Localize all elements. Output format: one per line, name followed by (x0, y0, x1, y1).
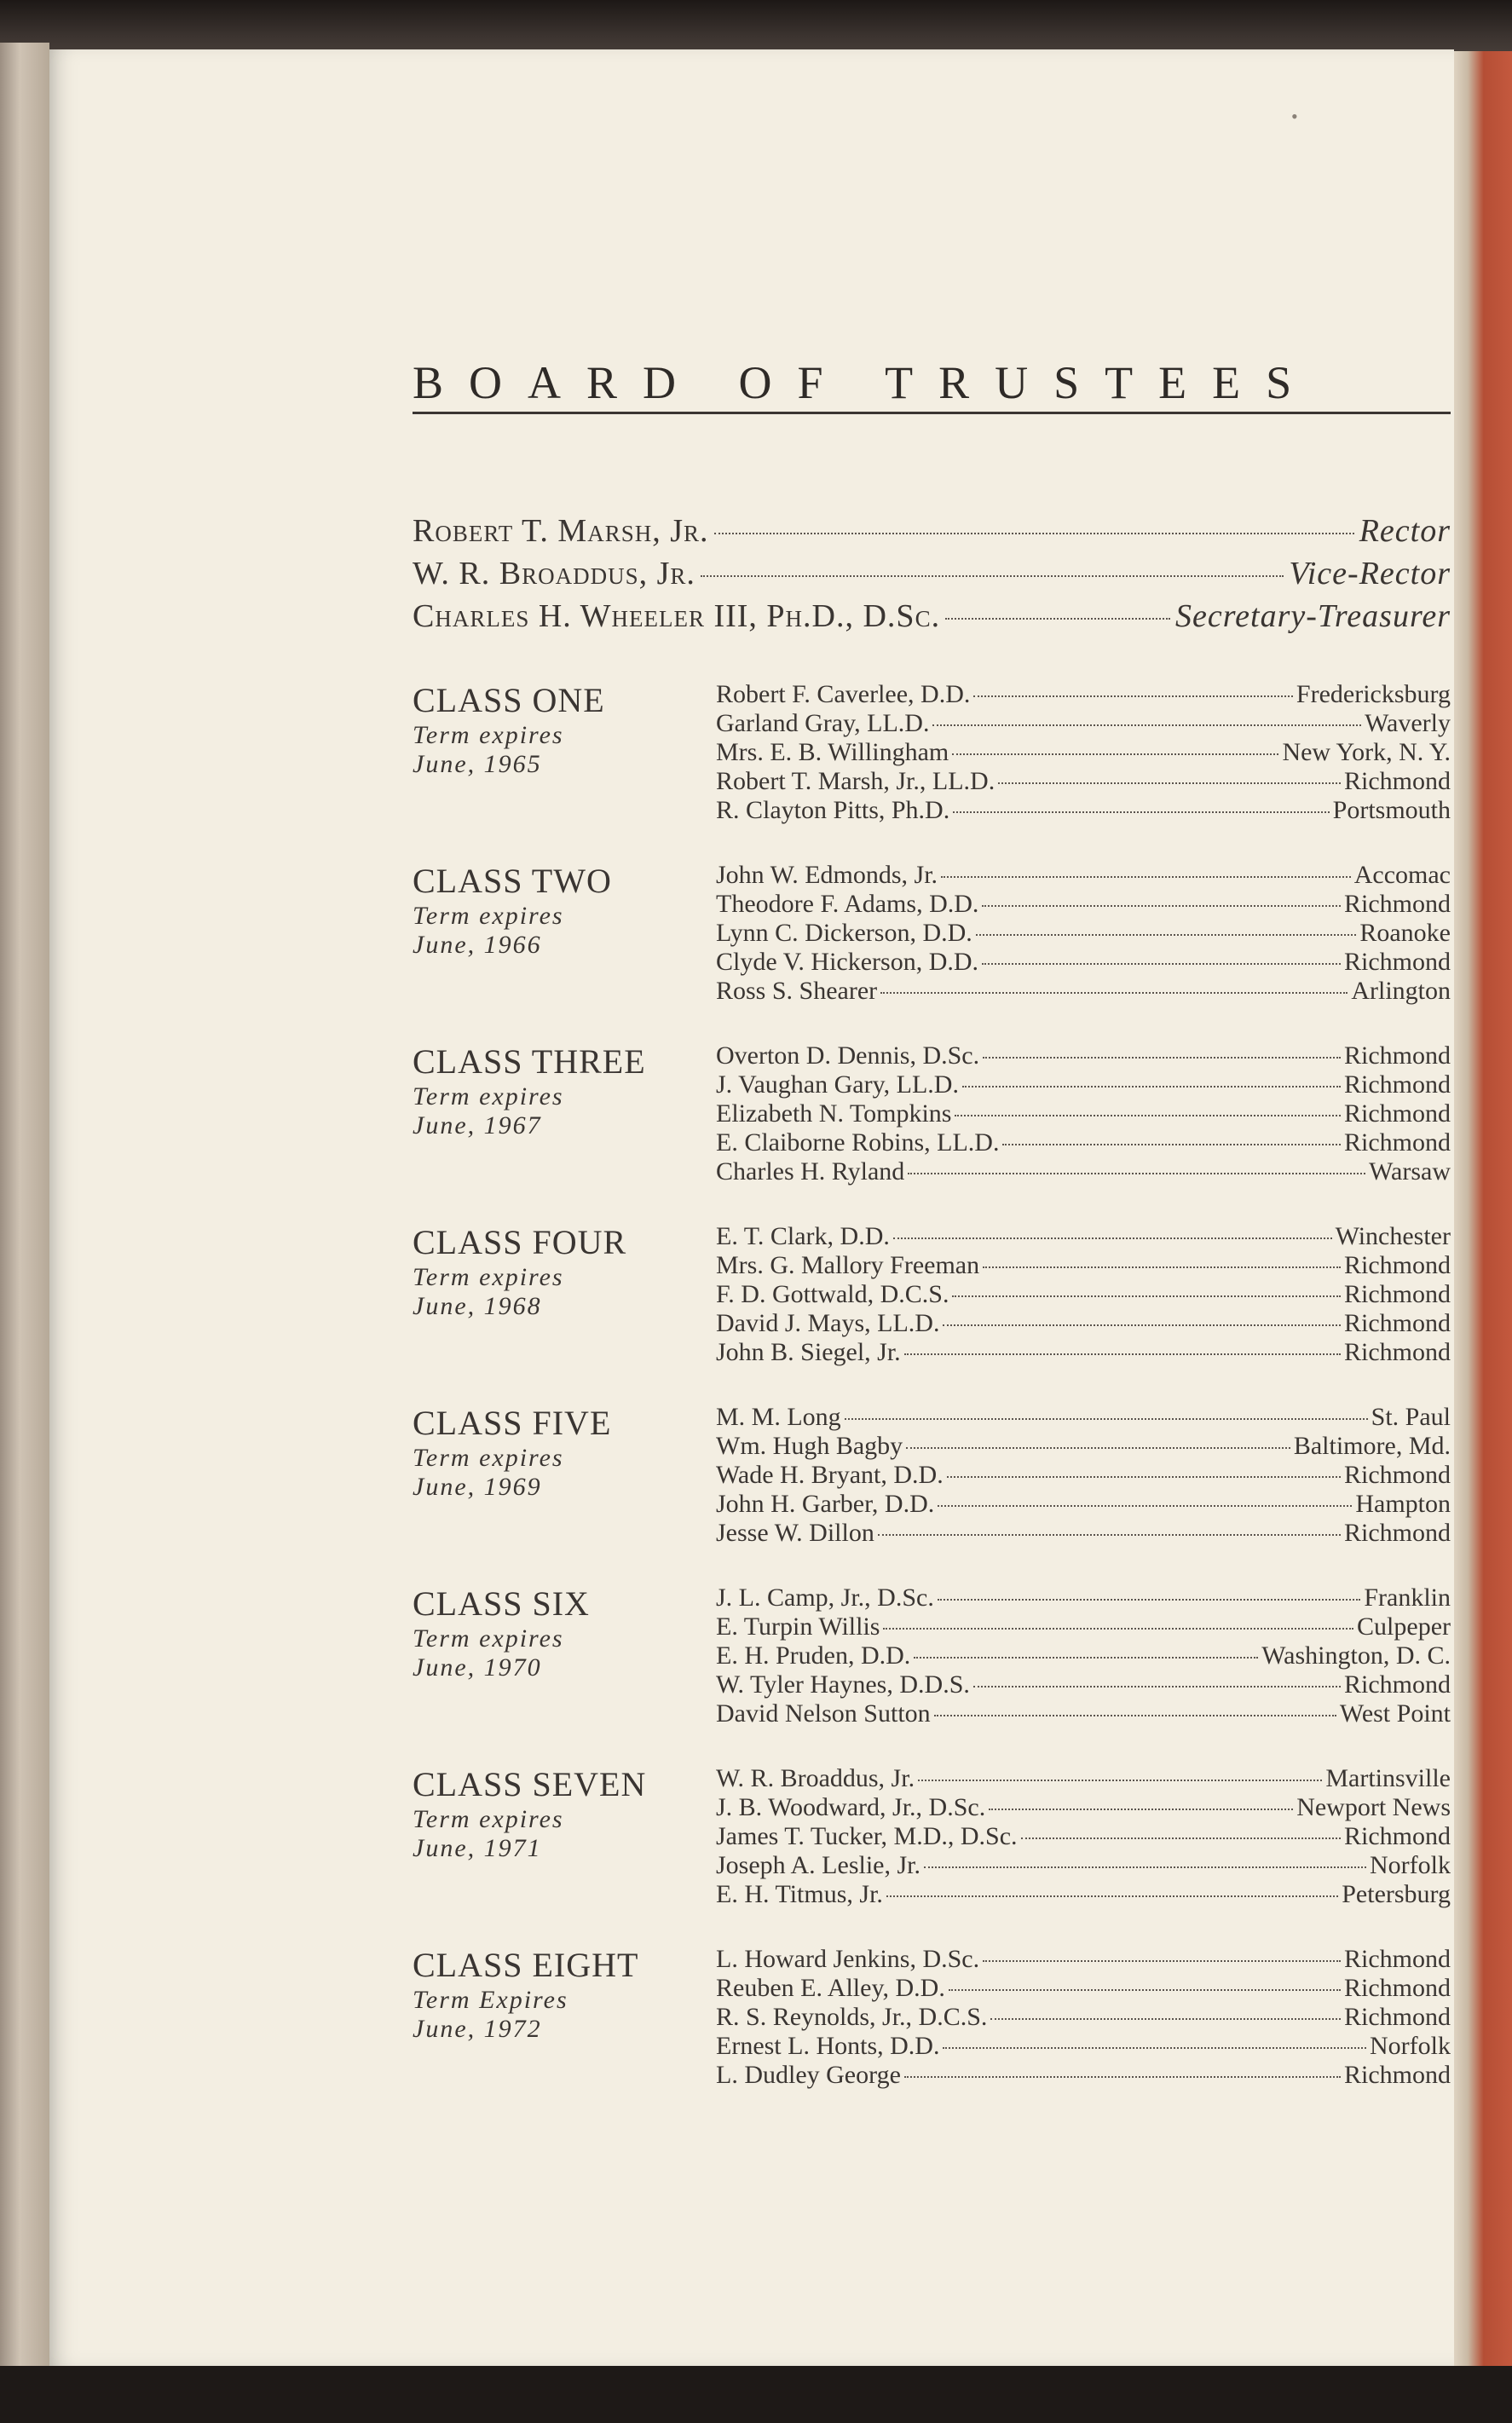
member-name: Robert F. Caverlee, D.D. (716, 680, 971, 708)
member-row (716, 1822, 1451, 1851)
member-row (716, 2032, 1451, 2061)
member-place: Washington, D. C. (1261, 1641, 1451, 1670)
member-row (716, 1070, 1451, 1099)
officer-role: Rector (1359, 513, 1451, 549)
member-row (716, 861, 1451, 890)
member-row (716, 1880, 1451, 1909)
member-name: John H. Garber, D.D. (716, 1490, 935, 1518)
term-expires-label: Term Expires (413, 1986, 568, 2014)
leader-dots (714, 533, 1354, 534)
page-mark: • (1291, 106, 1298, 127)
member-name: Wade H. Bryant, D.D. (716, 1461, 944, 1489)
leader-dots (962, 1086, 1341, 1087)
member-place: Richmond (1344, 1099, 1451, 1128)
member-place: Waverly (1365, 709, 1451, 737)
member-name: Reuben E. Alley, D.D. (716, 1974, 945, 2002)
member-name: Mrs. E. B. Willingham (716, 738, 949, 766)
officer-row (413, 597, 1451, 640)
term-expires-date: June, 1972 (413, 2015, 542, 2043)
member-row (716, 1309, 1451, 1338)
member-row (716, 1519, 1451, 1548)
binding-bottom (0, 2366, 1512, 2423)
member-place: Richmond (1344, 1519, 1451, 1547)
member-row (716, 1670, 1451, 1699)
class-title: CLASS EIGHT (413, 1946, 639, 1984)
class-block (413, 680, 1451, 851)
member-name: Ernest L. Honts, D.D. (716, 2032, 940, 2060)
leader-dots (893, 1237, 1332, 1239)
member-row (716, 709, 1451, 738)
left-page-edge (0, 43, 49, 2403)
leader-dots (918, 1780, 1322, 1781)
term-expires-label: Term expires (413, 1805, 564, 1833)
member-name: Theodore F. Adams, D.D. (716, 890, 979, 918)
class-block (413, 1584, 1451, 1754)
member-place: Richmond (1344, 2061, 1451, 2089)
member-row (716, 1793, 1451, 1822)
leader-dots (943, 1324, 1341, 1326)
member-list (716, 1764, 1451, 1909)
member-row (716, 2003, 1451, 2032)
member-place: Norfolk (1370, 1851, 1451, 1879)
member-place: Richmond (1344, 1128, 1451, 1157)
page-content (413, 49, 1451, 2366)
class-label (413, 1584, 694, 1682)
member-name: W. R. Broaddus, Jr. (716, 1764, 915, 1792)
leader-dots (904, 1353, 1341, 1355)
member-row (716, 1851, 1451, 1880)
member-row (716, 1403, 1451, 1432)
member-row (716, 1157, 1451, 1186)
member-row (716, 1251, 1451, 1280)
member-row (716, 680, 1451, 709)
leader-dots (976, 934, 1357, 936)
member-place: Portsmouth (1332, 796, 1451, 824)
class-block (413, 1222, 1451, 1393)
class-title: CLASS THREE (413, 1042, 646, 1081)
member-place: Warsaw (1369, 1157, 1451, 1186)
member-place: Richmond (1344, 767, 1451, 795)
leader-dots (949, 1989, 1341, 1991)
term-expires-label: Term expires (413, 1082, 564, 1111)
member-name: John W. Edmonds, Jr. (716, 861, 938, 889)
member-name: E. H. Titmus, Jr. (716, 1880, 883, 1908)
leader-dots (880, 992, 1348, 994)
title-rule (413, 412, 1451, 414)
leader-dots (878, 1534, 1341, 1536)
member-place: Norfolk (1370, 2032, 1451, 2060)
leader-dots (989, 1809, 1293, 1810)
document-page (49, 49, 1454, 2366)
member-row (716, 1222, 1451, 1251)
member-name: M. M. Long (716, 1403, 841, 1431)
officer-name: W. R. Broaddus, Jr. (413, 556, 695, 591)
member-place: Richmond (1344, 948, 1451, 976)
leader-dots (934, 1715, 1336, 1716)
term-expires-date: June, 1970 (413, 1653, 542, 1682)
member-row (716, 977, 1451, 1006)
member-name: E. T. Clark, D.D. (716, 1222, 890, 1250)
member-list (716, 1584, 1451, 1728)
term-expires-date: June, 1969 (413, 1473, 542, 1501)
class-label (413, 1764, 694, 1863)
member-row (716, 738, 1451, 767)
member-name: Jesse W. Dillon (716, 1519, 874, 1547)
class-block (413, 1764, 1451, 1935)
leader-dots (983, 1960, 1341, 1962)
class-label (413, 1222, 694, 1321)
member-place: West Point (1339, 1699, 1451, 1728)
member-place: Richmond (1344, 1974, 1451, 2002)
leader-dots (941, 876, 1351, 878)
member-row (716, 1764, 1451, 1793)
leader-dots (952, 753, 1278, 755)
member-row (716, 2061, 1451, 2090)
member-list (716, 1222, 1451, 1367)
member-place: Newport News (1296, 1793, 1451, 1821)
officers-list (413, 512, 1451, 640)
leader-dots (701, 575, 1284, 577)
leader-dots (1002, 1144, 1341, 1145)
member-list (716, 1403, 1451, 1548)
member-name: J. L. Camp, Jr., D.Sc. (716, 1584, 934, 1612)
member-row (716, 1490, 1451, 1519)
class-title: CLASS FOUR (413, 1223, 627, 1261)
member-place: Baltimore, Md. (1293, 1432, 1451, 1460)
member-name: Clyde V. Hickerson, D.D. (716, 948, 979, 976)
class-title: CLASS FIVE (413, 1404, 612, 1442)
leader-dots (973, 1686, 1341, 1687)
leader-dots (955, 1115, 1341, 1116)
member-place: Richmond (1344, 1461, 1451, 1489)
member-name: John B. Siegel, Jr. (716, 1338, 901, 1366)
class-label (413, 1403, 694, 1502)
leader-dots (983, 1266, 1341, 1268)
member-place: Culpeper (1357, 1612, 1451, 1641)
term-expires-date: June, 1968 (413, 1292, 542, 1320)
leader-dots (883, 1628, 1353, 1630)
leader-dots (973, 695, 1293, 697)
officer-name: Robert T. Marsh, Jr. (413, 513, 709, 549)
term-expires-label: Term expires (413, 902, 564, 930)
member-row (716, 890, 1451, 919)
leader-dots (990, 2018, 1341, 2020)
member-place: Winchester (1335, 1222, 1451, 1250)
leader-dots (906, 1447, 1290, 1449)
right-page-edge (1449, 51, 1512, 2403)
member-place: Richmond (1344, 1070, 1451, 1099)
leader-dots (943, 2047, 1366, 2049)
member-row (716, 919, 1451, 948)
member-place: Richmond (1344, 1280, 1451, 1308)
member-name: Charles H. Ryland (716, 1157, 905, 1186)
leader-dots (914, 1657, 1258, 1659)
member-place: Richmond (1344, 1670, 1451, 1699)
member-row (716, 1974, 1451, 2003)
term-expires-label: Term expires (413, 1624, 564, 1653)
member-name: Ross S. Shearer (716, 977, 878, 1005)
leader-dots (924, 1866, 1366, 1868)
member-name: Overton D. Dennis, D.Sc. (716, 1041, 980, 1070)
member-name: Robert T. Marsh, Jr., LL.D. (716, 767, 995, 795)
member-place: St. Paul (1371, 1403, 1451, 1431)
term-expires-date: June, 1971 (413, 1834, 542, 1862)
leader-dots (947, 1476, 1341, 1478)
member-place: Richmond (1344, 2003, 1451, 2031)
leader-dots (945, 618, 1170, 620)
leader-dots (982, 963, 1341, 965)
member-place: Accomac (1353, 861, 1451, 889)
member-place: Fredericksburg (1296, 680, 1451, 708)
leader-dots (952, 1295, 1341, 1297)
member-place: Roanoke (1359, 919, 1451, 947)
leader-dots (983, 1057, 1341, 1059)
member-place: Richmond (1344, 1309, 1451, 1337)
member-place: Richmond (1344, 890, 1451, 918)
member-name: F. D. Gottwald, D.C.S. (716, 1280, 949, 1308)
leader-dots (932, 724, 1361, 726)
member-name: James T. Tucker, M.D., D.Sc. (716, 1822, 1018, 1850)
class-label (413, 861, 694, 960)
member-place: Richmond (1344, 1945, 1451, 1973)
member-place: Franklin (1364, 1584, 1451, 1612)
class-title: CLASS SIX (413, 1584, 590, 1623)
member-place: Petersburg (1342, 1880, 1451, 1908)
officer-row (413, 555, 1451, 597)
member-list (716, 1945, 1451, 2090)
leader-dots (904, 2076, 1341, 2078)
member-row (716, 1461, 1451, 1490)
leader-dots (1021, 1837, 1341, 1839)
page-title: BOARD OF TRUSTEES (413, 357, 1318, 408)
member-name: Mrs. G. Mallory Freeman (716, 1251, 980, 1279)
class-label (413, 680, 694, 779)
officer-name: Charles H. Wheeler III, Ph.D., D.Sc. (413, 598, 941, 634)
leader-dots (982, 905, 1341, 907)
member-name: E. H. Pruden, D.D. (716, 1641, 911, 1670)
class-title: CLASS TWO (413, 862, 612, 900)
member-name: J. Vaughan Gary, LL.D. (716, 1070, 959, 1099)
member-name: E. Claiborne Robins, LL.D. (716, 1128, 1000, 1157)
member-list (716, 861, 1451, 1006)
leader-dots (908, 1173, 1365, 1174)
class-title: CLASS ONE (413, 681, 605, 719)
class-block (413, 1041, 1451, 1212)
class-block (413, 1945, 1451, 2115)
term-expires-date: June, 1965 (413, 750, 542, 778)
member-list (716, 1041, 1451, 1186)
member-row (716, 1338, 1451, 1367)
member-place: Martinsville (1325, 1764, 1451, 1792)
member-name: Garland Gray, LL.D. (716, 709, 930, 737)
officer-role: Secretary-Treasurer (1175, 598, 1451, 634)
officer-row (413, 512, 1451, 555)
member-name: R. Clayton Pitts, Ph.D. (716, 796, 950, 824)
class-label (413, 1945, 694, 2044)
leader-dots (845, 1418, 1368, 1420)
member-name: David Nelson Sutton (716, 1699, 931, 1728)
member-place: Arlington (1351, 977, 1451, 1005)
class-block (413, 861, 1451, 1031)
class-label (413, 1041, 694, 1140)
member-row (716, 1041, 1451, 1070)
member-name: R. S. Reynolds, Jr., D.C.S. (716, 2003, 988, 2031)
member-row (716, 1699, 1451, 1728)
term-expires-date: June, 1967 (413, 1111, 542, 1139)
leader-dots (938, 1505, 1352, 1507)
member-list (716, 680, 1451, 825)
member-row (716, 1099, 1451, 1128)
member-row (716, 1432, 1451, 1461)
term-expires-date: June, 1966 (413, 931, 542, 959)
member-name: W. Tyler Haynes, D.D.S. (716, 1670, 970, 1699)
member-row (716, 1612, 1451, 1641)
member-name: E. Turpin Willis (716, 1612, 880, 1641)
member-place: Hampton (1355, 1490, 1451, 1518)
member-name: David J. Mays, LL.D. (716, 1309, 940, 1337)
member-row (716, 1584, 1451, 1612)
leader-dots (886, 1895, 1338, 1897)
member-name: Wm. Hugh Bagby (716, 1432, 903, 1460)
member-row (716, 1128, 1451, 1157)
member-row (716, 796, 1451, 825)
member-place: New York, N. Y. (1282, 738, 1451, 766)
member-row (716, 1945, 1451, 1974)
member-row (716, 948, 1451, 977)
leader-dots (938, 1599, 1360, 1601)
member-place: Richmond (1344, 1251, 1451, 1279)
member-name: L. Dudley George (716, 2061, 901, 2089)
member-name: J. B. Woodward, Jr., D.Sc. (716, 1793, 986, 1821)
member-name: Elizabeth N. Tompkins (716, 1099, 952, 1128)
class-block (413, 1403, 1451, 1573)
class-title: CLASS SEVEN (413, 1765, 647, 1803)
member-name: Joseph A. Leslie, Jr. (716, 1851, 920, 1879)
member-name: L. Howard Jenkins, D.Sc. (716, 1945, 980, 1973)
member-row (716, 767, 1451, 796)
member-place: Richmond (1344, 1822, 1451, 1850)
officer-role: Vice-Rector (1289, 556, 1451, 591)
term-expires-label: Term expires (413, 1263, 564, 1291)
leader-dots (998, 782, 1341, 784)
term-expires-label: Term expires (413, 1444, 564, 1472)
member-place: Richmond (1344, 1041, 1451, 1070)
member-name: Lynn C. Dickerson, D.D. (716, 919, 972, 947)
member-row (716, 1280, 1451, 1309)
leader-dots (953, 811, 1329, 813)
term-expires-label: Term expires (413, 721, 564, 749)
member-row (716, 1641, 1451, 1670)
member-place: Richmond (1344, 1338, 1451, 1366)
